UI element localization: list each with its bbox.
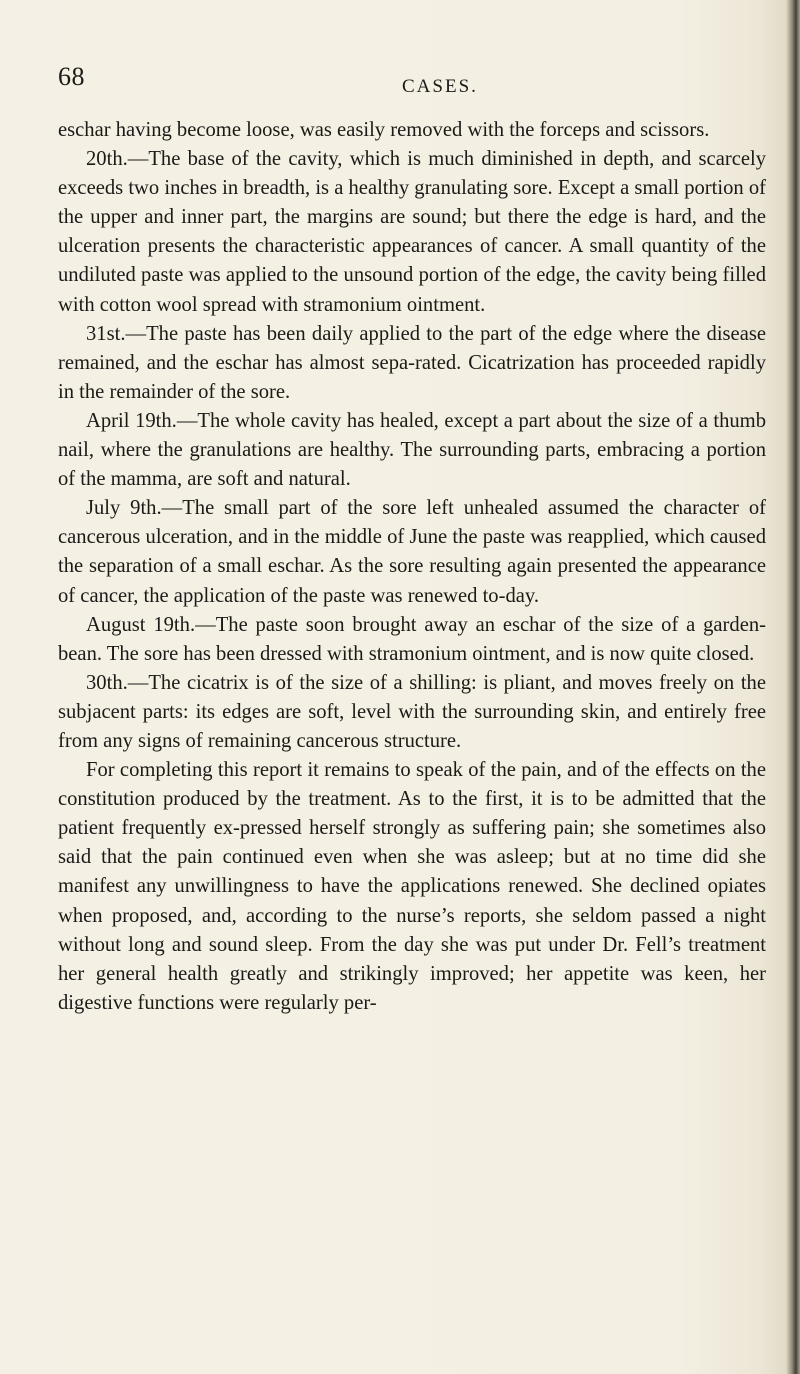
running-head: CASES. bbox=[402, 76, 478, 97]
page-number: 68 bbox=[58, 62, 85, 91]
paragraph-report-conclusion: For completing this report it remains to speak of the pain, and of the effects on the constitution produced by the treatment. As to the first, it is to be admitted that the patient frequently ex-pressed herself strongly as suffering pain; she sometimes also said that the pain continued even when she was asleep; but at no time did she manifest any unwillingness to have the applications renewed. She declined opiates when proposed, and, according to the nurse’s reports, she seldom passed a night without long and sound sleep. From the day she was put under Dr. Fell’s treatment her general health greatly and strikingly improved; her appetite was keen, her digestive functions were regularly per- bbox=[58, 759, 766, 1014]
paragraph-30th: 30th.—The cicatrix is of the size of a shilling: is pliant, and moves freely on the subjacent parts: its edges are soft, level with the surrounding skin, and entirely free from any signs of remaining cancerous structure. bbox=[58, 671, 766, 752]
paragraph-20th: 20th.—The base of the cavity, which is much diminished in depth, and scarcely exceeds two inches in breadth, is a healthy granulating sore. Except a small portion of the upper and inner part, the margins are sound; but there the edge is hard, and the ulceration presents the characteristic appearances of cancer. A small quantity of the undiluted paste was applied to the unsound portion of the edge, the cavity being filled with cotton wool spread with stramonium ointment. bbox=[58, 148, 766, 316]
paragraph-august-19th: August 19th.—The paste soon brought away an eschar of the size of a garden-bean. The sore has been dressed with stramonium ointment, and is now quite closed. bbox=[58, 613, 766, 665]
paragraph-july-9th: July 9th.—The small part of the sore left unhealed assumed the character of cancerous ulceration, and in the middle of June the paste was reapplied, which caused the separation of a small eschar. As the sore resulting again presented the appearance of cancer, the application of the paste was renewed to-day. bbox=[58, 497, 766, 607]
page-header bbox=[0, 62, 800, 102]
paragraph-31st: 31st.—The paste has been daily applied to the part of the edge where the disease remained, and the eschar has almost sepa-rated. Cicatrization has proceeded rapidly in the remainder of the sore. bbox=[58, 322, 766, 403]
paragraph-continuation: eschar having become loose, was easily removed with the forceps and scissors. bbox=[58, 119, 710, 141]
body-text bbox=[58, 116, 766, 1018]
paragraph-april-19th: April 19th.—The whole cavity has healed, except a part about the size of a thumb nail, where the granulations are healthy. The surrounding parts, embracing a portion of the mamma, are soft and natural. bbox=[58, 409, 766, 491]
page-binding-edge bbox=[786, 0, 800, 1374]
